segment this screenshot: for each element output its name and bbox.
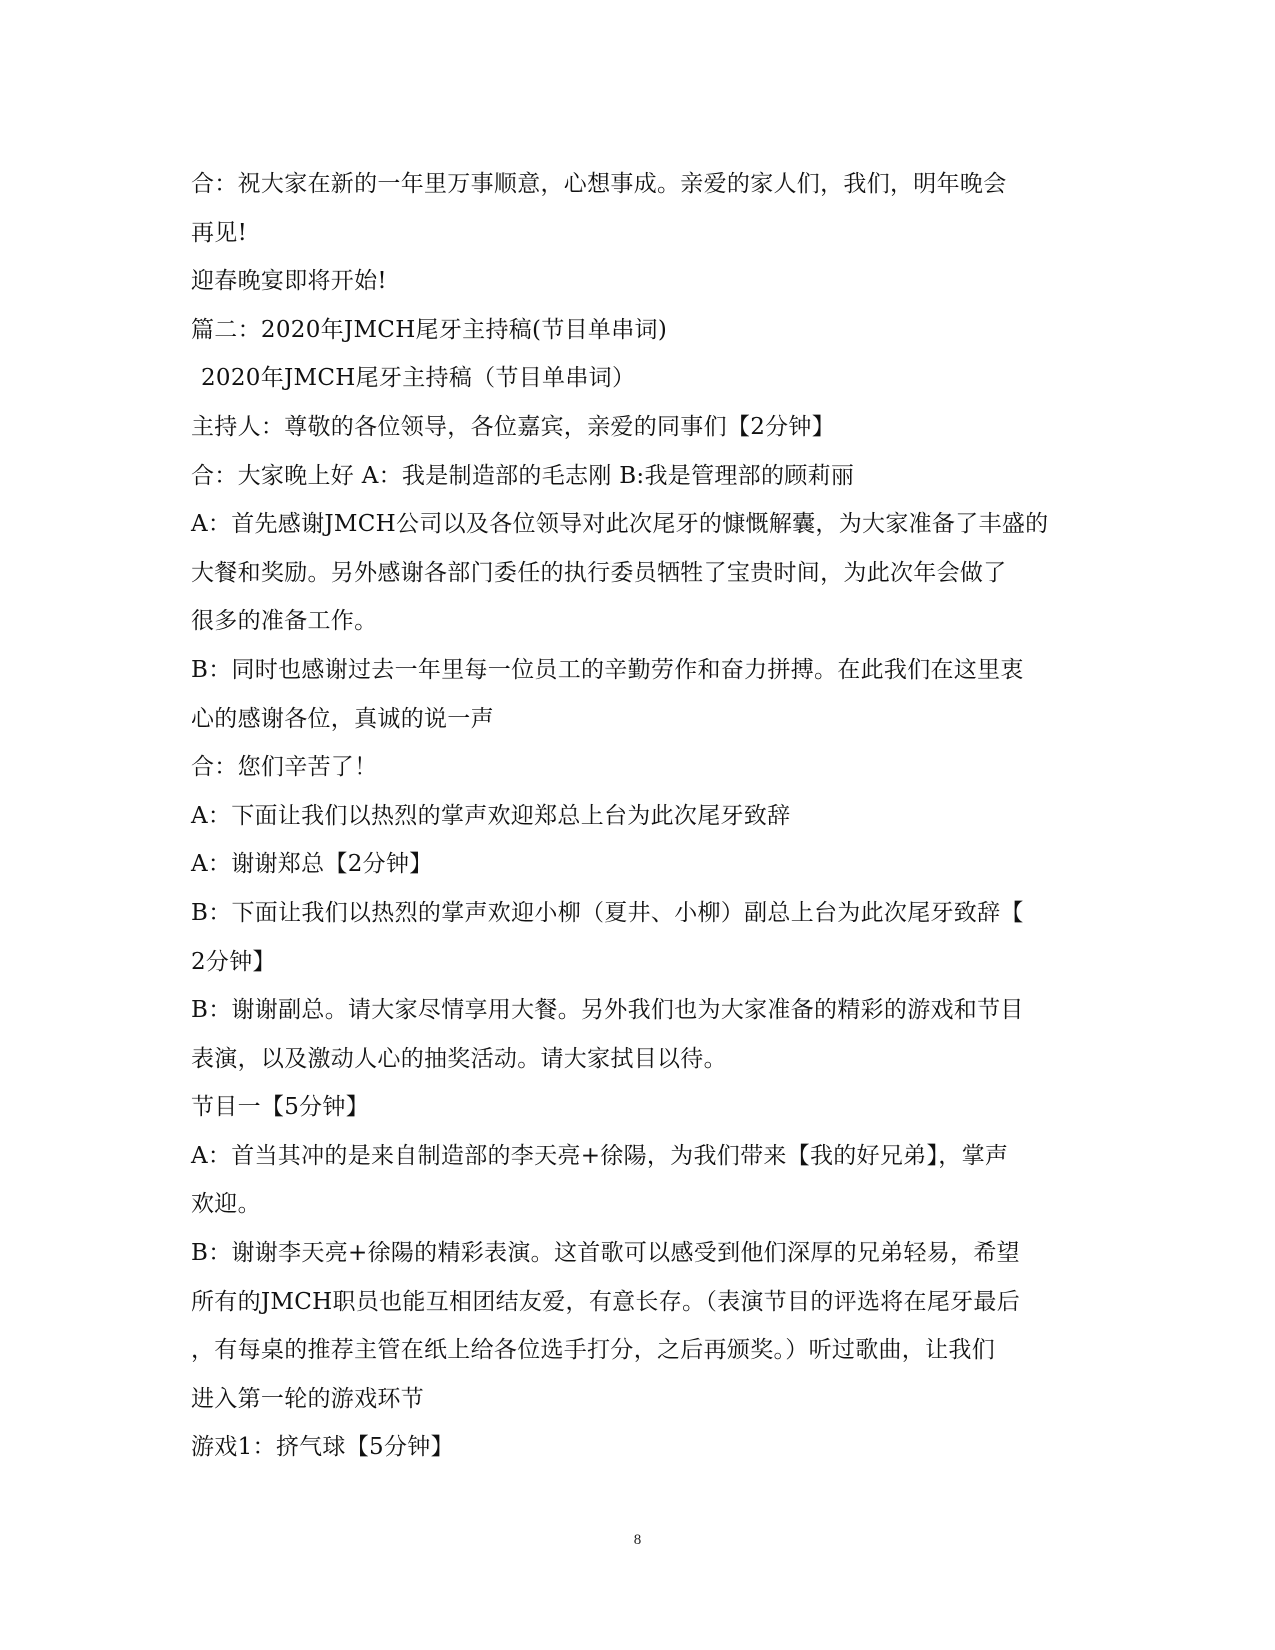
text-line: 很多的准备工作。 (191, 608, 378, 635)
text-line: A：谢谢郑总【2分钟】 (191, 851, 433, 878)
text-line: 2分钟】 (191, 948, 276, 975)
text-line: A：下面让我们以热烈的掌声欢迎郑总上台为此次尾牙致辞 (191, 802, 791, 829)
game-heading: 游戏1：挤气球【5分钟】 (191, 1434, 454, 1461)
page-number: 8 (633, 1532, 642, 1548)
program-heading: 节目一【5分钟】 (191, 1094, 370, 1121)
document-title: 2020年JMCH尾牙主持稿（节目单串词） (201, 365, 636, 392)
text-line: 合：祝大家在新的一年里万事顺意，心想事成。亲爱的家人们，我们，明年晚会 (191, 171, 1007, 197)
text-line: A：首先感谢JMCH公司以及各位领导对此次尾牙的慷慨解囊，为大家准备了丰盛的 (191, 511, 1049, 538)
text-line: 进入第一轮的游戏环节 (191, 1385, 424, 1412)
text-line: A：首当其冲的是来自制造部的李天亮+徐陽，为我们带来【我的好兄弟】，掌声 (191, 1142, 1009, 1169)
text-line: 大餐和奖励。另外感谢各部门委任的执行委员牺牲了宝贵时间，为此次年会做了 (191, 559, 1007, 586)
document-body (191, 160, 1091, 1472)
text-line: 合：大家晚上好 A：我是制造部的毛志刚 B:我是管理部的顾莉丽 (191, 462, 855, 489)
text-line: B：同时也感谢过去一年里每一位员工的辛勤劳作和奋力拼搏。在此我们在这里衷 (191, 656, 1024, 683)
text-line: B：下面让我们以热烈的掌声欢迎小柳（夏井、小柳）副总上台为此次尾牙致辞【 (191, 899, 1024, 926)
text-line: B：谢谢副总。请大家尽情享用大餐。另外我们也为大家准备的精彩的游戏和节目 (191, 997, 1024, 1024)
text-line: B：谢谢李天亮+徐陽的精彩表演。这首歌可以感受到他们深厚的兄弟轻易，希望 (191, 1240, 1020, 1267)
text-line: 合：您们辛苦了！ (191, 754, 378, 781)
text-line: 欢迎。 (191, 1191, 261, 1218)
text-line: 表演，以及激动人心的抽奖活动。请大家拭目以待。 (191, 1045, 727, 1072)
section-heading: 篇二：2020年JMCH尾牙主持稿(节目单串词) (191, 316, 668, 343)
text-line: 心的感谢各位，真诚的说一声 (191, 705, 494, 732)
text-line: 迎春晚宴即将开始! (191, 268, 387, 295)
text-line: 主持人：尊敬的各位领导，各位嘉宾，亲爱的同事们【2分钟】 (191, 413, 836, 440)
text-line: 所有的JMCH职员也能互相团结友爱，有意长存。（表演节目的评选将在尾牙最后 (191, 1288, 1021, 1315)
text-line: 再见! (191, 219, 248, 246)
text-line: ，有每桌的推荐主管在纸上给各位选手打分，之后再颁奖。）听过歌曲，让我们 (191, 1337, 995, 1364)
